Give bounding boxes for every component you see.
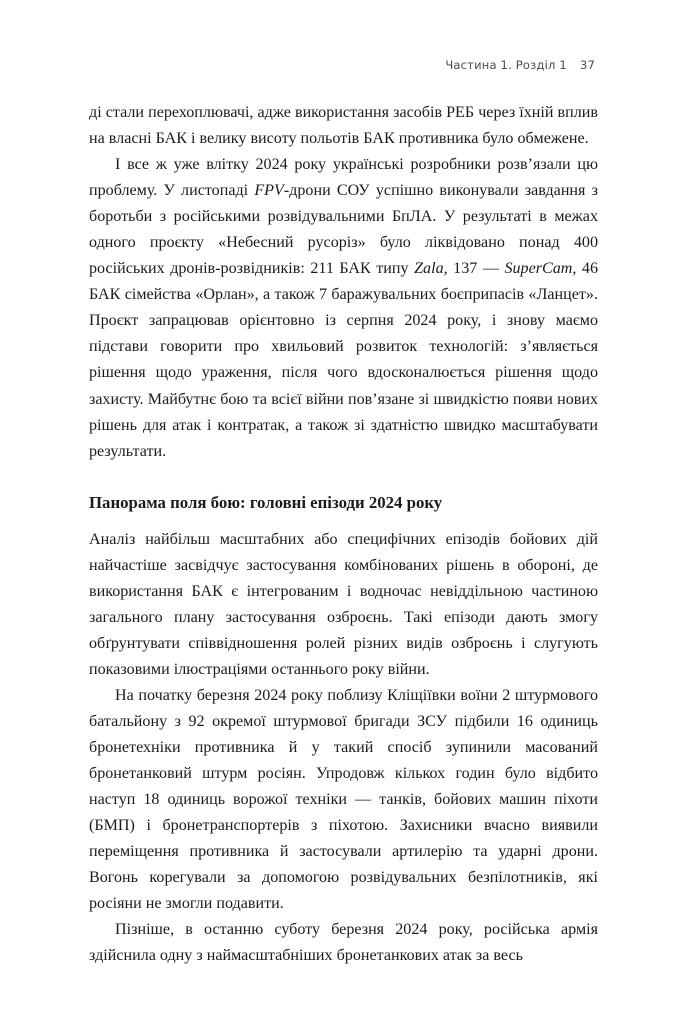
paragraph-2-term-supercam: SuperCam [504, 260, 573, 278]
chapter-title: Частина 1. Розділ 1 [445, 58, 567, 72]
paragraph-1: ді стали перехоплювачі, адже використання засобів РЕБ через їхній вплив на власні БАК і велику висоту польотів БАК противника було обмежене. [89, 104, 598, 148]
paragraph-2-text-a: І все ж уже влітку 2024 року українські розробники розв’язали цю проблему. У листопаді [89, 156, 598, 200]
paragraph-2-term-zala: Zala [414, 260, 444, 278]
paragraph-2-term-fpv: FPV [254, 182, 284, 200]
paragraph-5: Пізніше, в останню суботу березня 2024 року, російська армія здійснила одну з наймасштабніших бронетанкових атак за весь [89, 921, 598, 965]
body-text [89, 100, 598, 969]
paragraph-4: На початку березня 2024 року поблизу Кліщіївки воїни 2 штурмового батальйону з 92 окремої штурмової бригади ЗСУ підбили 16 одиниць бронетехніки противника й у такий спосіб зупинили масований бронетанковий штурм росіян. Упродовж кількох годин було відбито наступ 18 одиниць ворожої техніки — танків, бойових машин піхоти (БМП) і бронетранспортерів з піхотою. Захисники вчасно виявили переміщення противника й застосували артилерію та ударні дрони. Вогонь корегували за допомогою розвідувальних безпілотників, які росіяни не змогли подавити. [89, 686, 598, 913]
section-heading: Панорама поля бою: головні епізоди 2024 року [89, 492, 443, 512]
running-header [445, 58, 595, 72]
paragraph-2 [89, 152, 598, 465]
paragraph-2-text-c: -дрони СОУ успішно виконували завдання з боротьби з російськими розвідувальними БпЛА. У результаті в межах одного проєкту «Небесний русоріз» було ліквідовано понад 400 російських дронів-розвідників: 211 БАК типу [89, 182, 598, 278]
paragraph-2-text-g: , 46 БАК сімейства «Орлан», а також 7 баражувальних боєприпасів «Ланцет». Проєкт запрацював орієнтовно із серпня 2024 року, і знову маємо підстави говорити про хвильовий розвиток технологій: з’являється рішення щодо ураження, після чого вдосконалюється рішення щодо захисту. Майбутнє бою та всієї війни пов’язане зі швидкістю появи нових рішень для атак і контратак, а також зі здатністю швидко масштабувати результати. [89, 260, 599, 460]
paragraph-2-text-e: , 137 — [443, 260, 505, 278]
paragraph-3: Аналіз найбільш масштабних або специфічних епізодів бойових дій найчастіше засвідчує застосування комбінованих рішень в обороні, де використання БАК є інтегрованим і водночас невіддільною частиною загального плану застосування озброєнь. Такі епізоди дають змогу обґрунтувати співвідношення ролей різних видів озброєнь і слугують показовими ілюстраціями останнього року війни. [89, 530, 598, 678]
page-number: 37 [579, 58, 595, 72]
